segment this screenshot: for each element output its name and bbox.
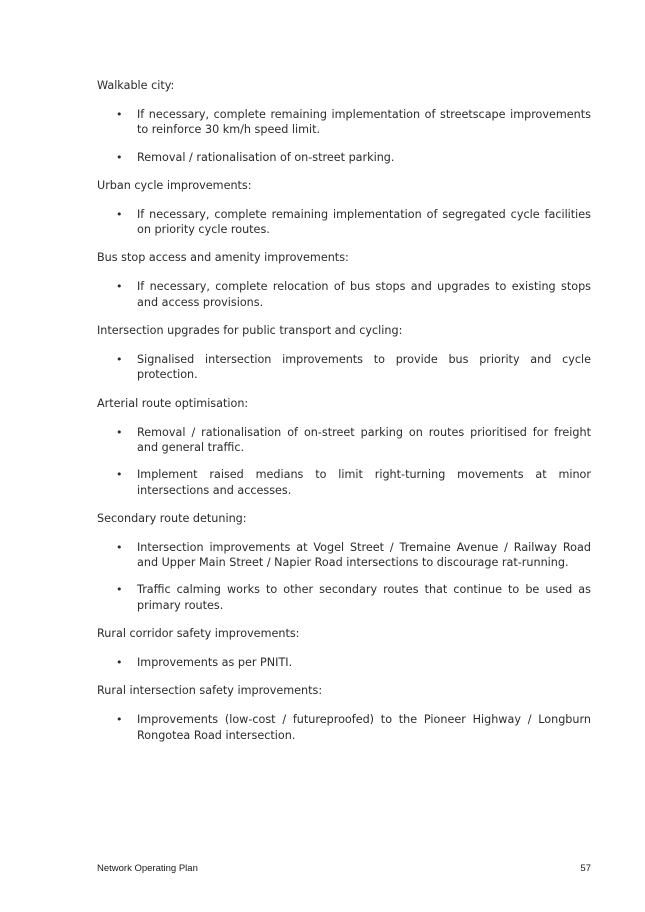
bullet-list	[97, 107, 591, 165]
bullet-icon: •	[116, 540, 123, 554]
list-item-text: Intersection improvements at Vogel Street / Tremaine Avenue / Railway Road and Upper Main Street / Napier Road intersections to discourage rat-running.	[137, 540, 591, 570]
list-item	[97, 655, 591, 670]
list-item-text: If necessary, complete remaining implementation of streetscape improvements to reinforce 30 km/h speed limit.	[137, 108, 591, 137]
bullet-list	[97, 279, 591, 310]
bullet-list	[97, 425, 591, 498]
page-number: 57	[580, 863, 591, 874]
list-item-text: Improvements (low-cost / futureproofed) to the Pioneer Highway / Longburn Rongotea Road intersection.	[137, 713, 591, 742]
bullet-icon: •	[116, 280, 123, 294]
section-heading: Intersection upgrades for public transport and cycling:	[97, 324, 403, 338]
section-arterial-route	[97, 396, 591, 498]
list-item	[97, 150, 591, 165]
list-item-text: Implement raised medians to limit right-turning movements at minor intersections and accesses.	[137, 468, 591, 497]
list-item-text: Removal / rationalisation of on-street parking on routes prioritised for freight and general traffic.	[137, 425, 591, 454]
section-heading: Bus stop access and amenity improvements:	[97, 251, 349, 265]
section-heading: Arterial route optimisation:	[97, 396, 249, 410]
bullet-icon: •	[116, 583, 123, 597]
section-heading: Secondary route detuning:	[97, 511, 247, 525]
list-item	[97, 207, 591, 238]
list-item	[97, 712, 591, 743]
section-heading: Rural intersection safety improvements:	[97, 684, 323, 698]
list-item-text: Signalised intersection improvements to provide bus priority and cycle protection.	[137, 353, 591, 382]
list-item	[97, 107, 591, 138]
list-item	[97, 540, 591, 571]
bullet-icon: •	[116, 353, 123, 367]
list-item-text: Removal / rationalisation of on-street parking.	[137, 150, 395, 164]
bullet-list	[97, 540, 591, 613]
bullet-list	[97, 352, 591, 383]
page-footer	[97, 863, 591, 874]
list-item	[97, 582, 591, 613]
bullet-icon: •	[116, 656, 123, 670]
section-walkable-city	[97, 78, 591, 165]
list-item	[97, 279, 591, 310]
section-heading: Rural corridor safety improvements:	[97, 627, 300, 641]
section-urban-cycle	[97, 178, 591, 238]
bullet-icon: •	[116, 108, 123, 121]
section-rural-corridor	[97, 626, 591, 670]
footer-title: Network Operating Plan	[97, 863, 198, 874]
section-secondary-route	[97, 511, 591, 613]
bullet-list	[97, 207, 591, 238]
section-heading: Urban cycle improvements:	[97, 178, 252, 192]
document-body	[97, 78, 591, 756]
list-item-text: Traffic calming works to other secondary routes that continue to be used as primary routes.	[137, 583, 591, 612]
list-item-text: Improvements as per PNITI.	[137, 656, 293, 670]
bullet-icon: •	[116, 713, 123, 727]
list-item	[97, 352, 591, 383]
section-rural-intersection	[97, 683, 591, 743]
bullet-list	[97, 655, 591, 670]
bullet-icon: •	[116, 207, 123, 221]
list-item	[97, 425, 591, 456]
bullet-icon: •	[116, 425, 123, 439]
bullet-icon: •	[116, 150, 123, 164]
section-heading: Walkable city:	[97, 79, 175, 92]
list-item-text: If necessary, complete relocation of bus stops and upgrades to existing stops and access provisions.	[137, 280, 591, 309]
list-item-text: If necessary, complete remaining implementation of segregated cycle facilities on priority cycle routes.	[137, 207, 591, 237]
list-item	[97, 467, 591, 498]
bullet-list	[97, 712, 591, 743]
section-bus-stop	[97, 250, 591, 310]
section-intersection-upgrades	[97, 323, 591, 383]
bullet-icon: •	[116, 468, 123, 482]
